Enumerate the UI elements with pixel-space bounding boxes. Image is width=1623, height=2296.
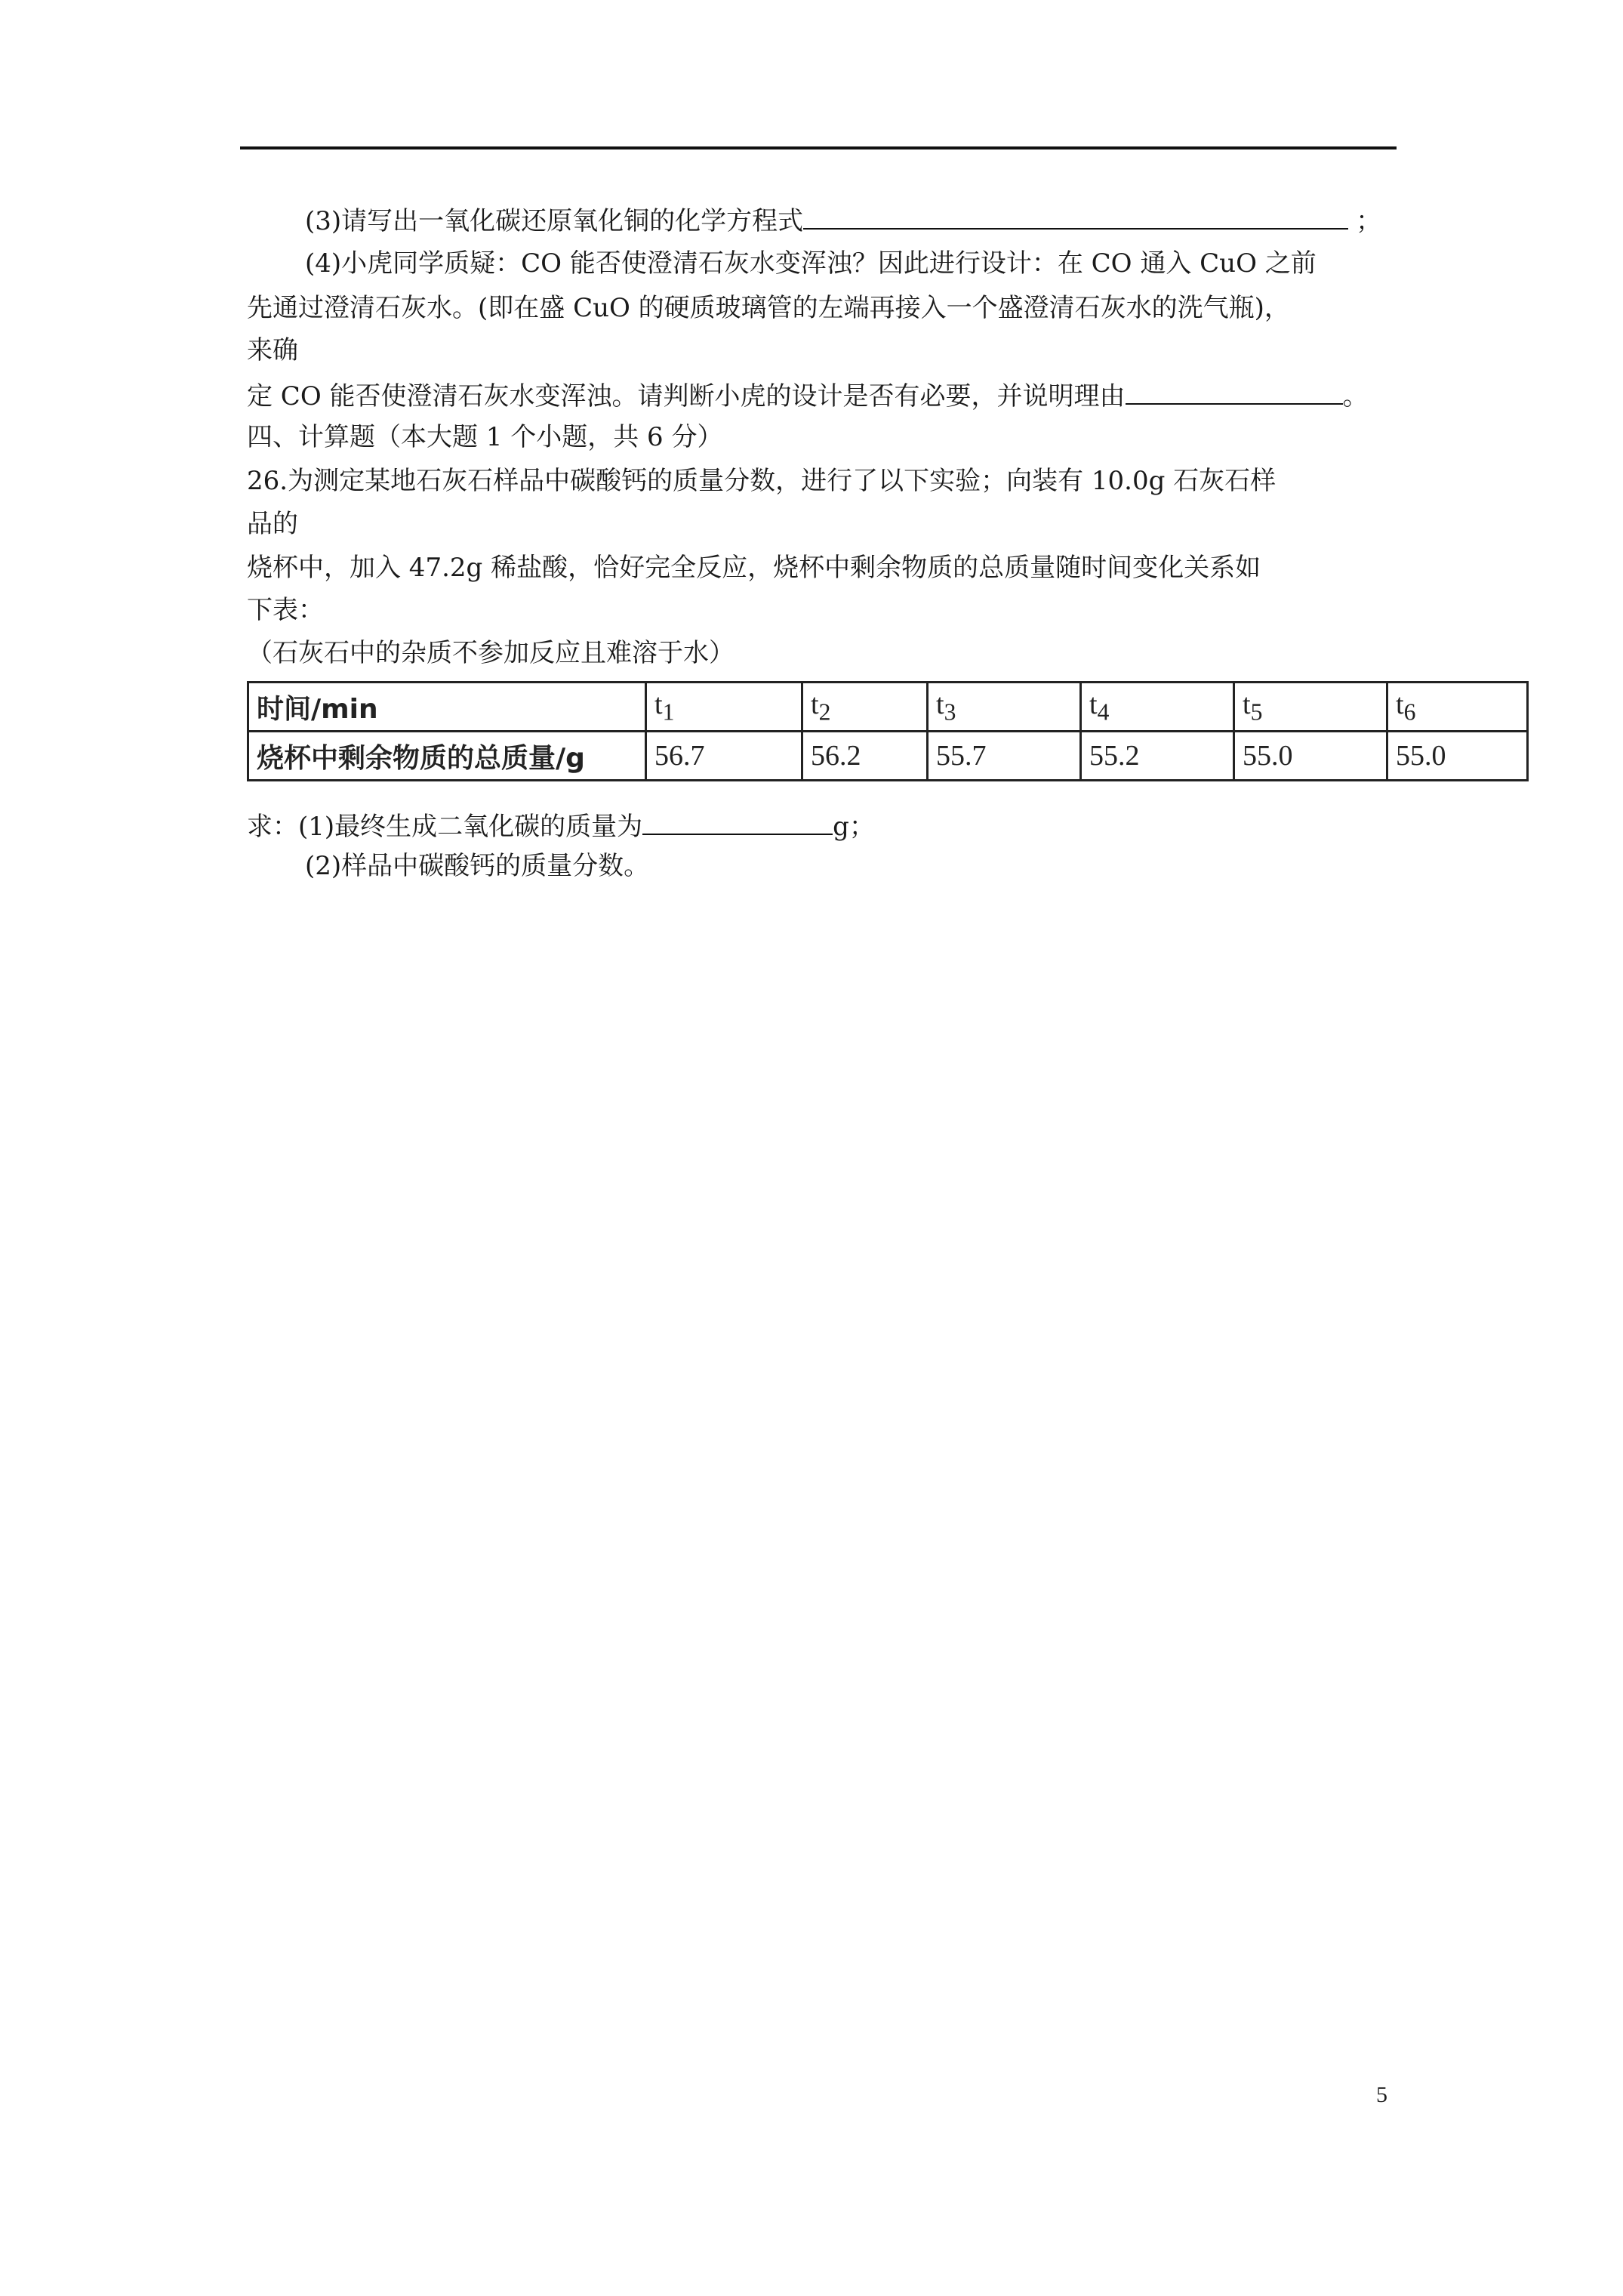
question-4-line-2: 先通过澄清石灰水。(即在盛 CuO 的硬质玻璃管的左端再接入一个盛澄清石灰水的洗气瓶)， [247, 293, 1290, 323]
section-heading: 四、计算题（本大题 1 个小题，共 6 分） [247, 422, 723, 452]
page-number: 5 [1376, 2082, 1387, 2107]
question-4-line-4: 定 CO 能否使澄清石灰水变浑浊。请判断小虎的设计是否有必要，并说明理由 。 [247, 378, 1369, 411]
answer-blank-4[interactable] [1126, 378, 1343, 405]
table-cell: 55.2 [1081, 732, 1234, 781]
table-cell: 55.0 [1234, 732, 1387, 781]
header-rule [240, 146, 1397, 149]
table-cell: 56.2 [802, 732, 928, 781]
answer-blank-3[interactable] [803, 202, 1348, 230]
row-label-mass: 烧杯中剩余物质的总质量/g [248, 732, 646, 781]
answer-blank-co2[interactable] [642, 808, 833, 835]
question-4-line-1: (4)小虎同学质疑：CO 能否使澄清石灰水变浑浊？因此进行设计：在 CO 通入 CuO 之前 [305, 248, 1317, 279]
table-row [248, 732, 1528, 781]
question-4-line-3: 来确 [247, 335, 298, 365]
table-cell: $t_2$ [802, 683, 928, 732]
question-26-line-2: 品的 [247, 509, 298, 539]
table-cell: $t_1$ [646, 683, 802, 732]
question-26-line-3: 烧杯中，加入 47.2g 稀盐酸，恰好完全反应，烧杯中剩余物质的总质量随时间变化关系如 [247, 553, 1261, 583]
table-cell: $t_4$ [1081, 683, 1234, 732]
table-cell: 55.0 [1387, 732, 1528, 781]
table-cell: 55.7 [928, 732, 1081, 781]
table-row [248, 683, 1528, 732]
ask-2: (2)样品中碳酸钙的质量分数。 [305, 851, 650, 881]
question-26-line-1: 26.为测定某地石灰石样品中碳酸钙的质量分数，进行了以下实验；向装有 10.0g 石灰石样 [247, 466, 1277, 496]
ask-1: 求：(1)最终生成二氧化碳的质量为 g； [247, 808, 875, 842]
question-26-note: （石灰石中的杂质不参加反应且难溶于水） [247, 638, 735, 668]
data-table [247, 681, 1529, 781]
table-cell: $t_5$ [1234, 683, 1387, 732]
table-cell: 56.7 [646, 732, 802, 781]
table-cell: $t_6$ [1387, 683, 1528, 732]
question-3: (3)请写出一氧化碳还原氧化铜的化学方程式 ； [305, 202, 1381, 236]
question-26-line-4: 下表： [247, 595, 324, 625]
row-label-time: 时间/min [248, 683, 646, 732]
table-cell: $t_3$ [928, 683, 1081, 732]
